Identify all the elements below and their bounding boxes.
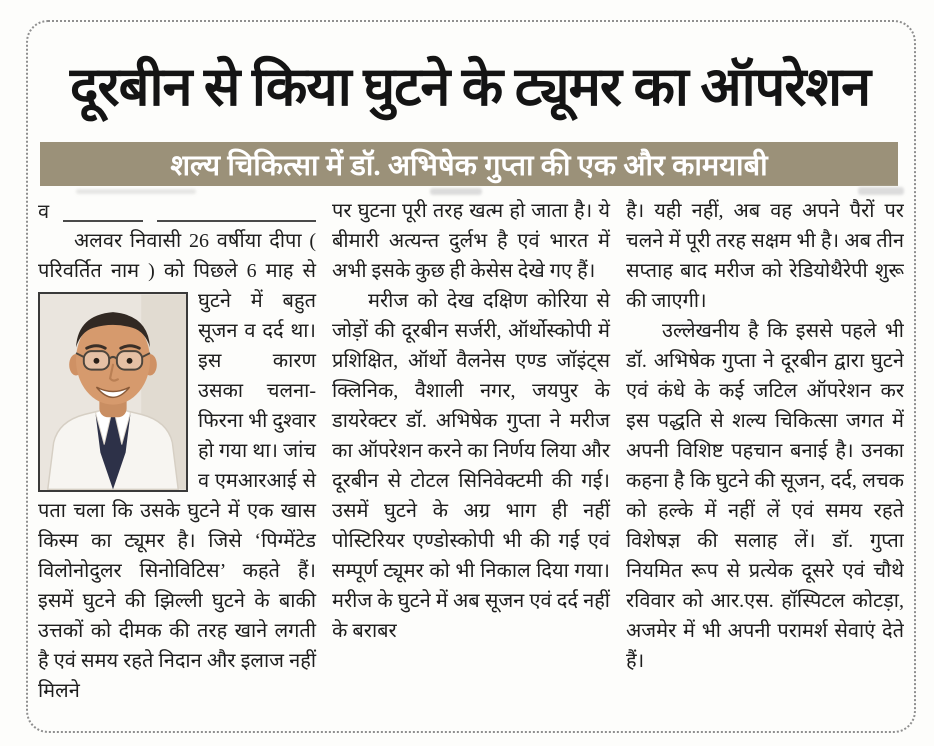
subheadline-banner: शल्य चिकित्सा में डॉ. अभिषेक गुप्ता की एक और कामयाबी — [40, 142, 898, 186]
print-smudge — [76, 189, 196, 194]
article-body — [38, 196, 904, 736]
byline-blank-line — [157, 206, 316, 222]
byline-initial: व — [38, 201, 50, 223]
article-headline: दूरबीन से किया घुटने के ट्यूमर का ऑपरेशन — [69, 57, 871, 117]
column2-paragraph-1: पर घुटना पूरी तरह खत्म हो जाता है। ये बीमारी अत्यन्त दुर्लभ है एवं भारत में अभी इसके कुछ ही केसेस देखे गए हैं। — [332, 200, 610, 282]
doctor-portrait-illustration — [40, 294, 186, 490]
doctor-photo — [38, 292, 188, 492]
article-column-2 — [332, 196, 610, 736]
byline-blank-line — [63, 206, 143, 222]
column3-paragraph-2: उल्लेखनीय है कि इससे पहले भी डॉ. अभिषेक गुप्ता ने दूरबीन द्वारा घुटने एवं कंधे के कई जटिल ऑपरेशन कर इस पद्धति से शल्य चिकित्सा जगत में अपनी विशिष्ट पहचान बनाई है। उनका कहना है कि घुटने की सूजन, दर्द, लचक को हल्के में नहीं लें एवं समय रहते विशेषज्ञ की सलाह लें। डॉ. गुप्ता नियमित रूप से प्रत्येक दूसरे एवं चौथे रविवार को आर.एस. हॉस्पिटल कोटड़ा, अजमेर में भी अपनी परामर्श सेवाएं देते हैं। — [626, 320, 904, 672]
print-smudge — [858, 187, 904, 195]
column3-paragraph-1: है। यही नहीं, अब वह अपने पैरों पर चलने में पूरी तरह सक्षम भी है। अब तीन सप्ताह बाद मरीज को रेडियोथैरेपी शुरू की जाएगी। — [626, 200, 904, 312]
column1-paragraph-rest: से घुटने में बहुत सूजन व दर्द था। इस कारण उसका चलना-फिरना भी दुश्वार हो गया था। जांच व एमआरआई से पता चला कि उसके घुटने में एक खास किस्म का ट्यूमर है। जिसे ‘पिग्मेंटेड विलोनोदुलर सिनोविटिस’ कहते हैं। इसमें घुटने की झिल्ली घुटने के बाकी उत्तकों को दीमक की तरह खाने लगती है एवं समय रहते निदान और इलाज नहीं मिलने — [38, 260, 316, 702]
article-column-1 — [38, 196, 316, 736]
article-column-3 — [626, 196, 904, 736]
byline-erased — [38, 196, 316, 222]
column1-paragraph — [38, 226, 316, 706]
print-smudge — [430, 188, 482, 195]
column1-paragraph-lead: अलवर निवासी 26 वर्षीया दीपा ( परिवर्तित नाम ) को पिछले 6 माह — [38, 230, 316, 282]
column2-paragraph-2: मरीज को देख दक्षिण कोरिया से जोड़ों की दूरबीन सर्जरी, ऑर्थोस्कोपी में प्रशिक्षित, ऑर्थो वैलनेस एण्ड जॉइंट्स क्लिनिक, वैशाली नगर, जयपुर के डायरेक्टर डॉ. अभिषेक गुप्ता ने मरीज का ऑपरेशन करने का निर्णय लिया और दूरबीन से टोटल सिनिवेक्टमी की गई। उसमें घुटने के अग्र भाग ही नहीं पोस्टिरियर एण्डोस्कोपी भी की गई एवं सम्पूर्ण ट्यूमर को भी निकाल दिया गया। मरीज के घुटने में अब सूजन एवं दर्द नहीं के बराबर — [332, 290, 610, 642]
